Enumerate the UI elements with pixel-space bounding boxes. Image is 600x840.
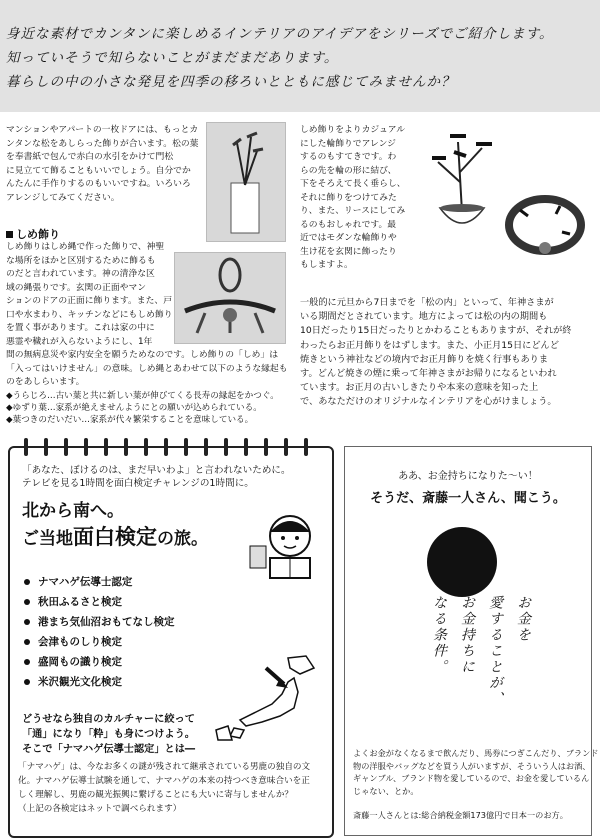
text-line: それに飾りをつけてみた	[300, 192, 397, 203]
title-prefix: ご当地	[22, 529, 73, 549]
reading-child-illustration	[246, 506, 326, 586]
text-line: 口や水まわり、キッチンなどにもしめ飾り	[6, 309, 173, 320]
item-label: 港まち気仙沼おもてなし検定	[38, 616, 175, 628]
ikebana-icon	[424, 122, 500, 242]
text-line: アレンジしてみてください。	[6, 192, 120, 203]
intro-line: 「あなた、ぼけるのは、まだ早いわよ」と言われないために。	[22, 465, 291, 476]
handwritten-column: なる条件。	[431, 595, 447, 675]
hitori-box	[344, 446, 599, 836]
text-line: しめ飾りはしめ縄で作った飾りで、神聖	[6, 242, 165, 252]
kadomatsu-paragraph	[6, 124, 206, 205]
text-line: 悪霊や穢れが入らないようにし、1年	[6, 336, 153, 347]
item-label: 会津ものしり検定	[38, 636, 122, 648]
body-line: よくお金がなくなるまで飲んだり、馬券につぎこんだり、ブランド	[353, 748, 599, 758]
text-line: 「入ってはいけません」の意味。しめ縄とあわせて以下のような縁起も	[6, 363, 288, 374]
text-line: 間の無病息災や家内安全を願うためなのです。しめ飾りの「しめ」は	[6, 350, 279, 360]
body-line: ギャンブル、ブランド物を愛しているので、お金を愛しているん	[353, 773, 590, 783]
text-line: を奉書紙で包んで赤白の水引をかけて門松	[6, 152, 174, 162]
title-emphasis: 面白検定	[73, 525, 157, 549]
binder-ring-icon	[144, 438, 148, 456]
text-line: マンションやアパートの一枚ドアには、もっとカ	[6, 125, 199, 135]
list-item: ◆ゆずり葉…家系が絶えませんようにとの願いが込められている。	[6, 403, 262, 413]
item-label: 秋田ふるさと検定	[38, 596, 122, 608]
text-line: んたんに手作りするのもいいですね。いろいろ	[6, 179, 191, 189]
text-line: のをあしらいます。	[6, 377, 85, 387]
header-line-3: 暮らしの中の小さな発見を四季の移ろいとともに感じてみませんか？	[6, 74, 456, 90]
intro-line: テレビを見る1時間を面白検定チャレンジの1時間に。	[22, 478, 254, 489]
binder-ring-icon	[44, 438, 48, 456]
binder-ring-icon	[184, 438, 188, 456]
title-suffix: の旅。	[157, 529, 208, 549]
bullet-icon	[24, 679, 30, 685]
hitori-footnote: 斎藤一人さんとは:総合納税金額173億円で日本一のお方。	[353, 810, 568, 820]
text-line: にした輪飾りでアレンジ	[300, 138, 396, 149]
lead-line: 「通」になり「粋」も身につけよう。	[22, 729, 195, 740]
binder-ring-icon	[284, 438, 288, 456]
list-item	[24, 572, 175, 592]
japan-map-icon	[210, 652, 320, 742]
bullet-icon	[24, 579, 30, 585]
header-band	[0, 0, 600, 112]
text-line: らの先を輪の形に結び、	[300, 165, 397, 176]
pine-kadomatsu-photo	[206, 122, 286, 242]
binder-ring-icon	[104, 438, 108, 456]
hitori-tagline: ああ、お金持ちになりた～い！	[398, 471, 538, 482]
lead-line: どうせなら独自のカルチャーに絞って	[22, 714, 195, 725]
binder-ring-icon	[224, 438, 228, 456]
text-line: に見立てて飾ることもいいでしょう。自分でか	[6, 165, 191, 176]
list-item: ◆葉つきのだいだい…家系が代々繁栄することを意味している。	[6, 415, 254, 425]
text-line: ンタンな松をあしらった飾りが合います。松の葉	[6, 138, 199, 149]
list-item	[24, 652, 175, 672]
wreath-icon	[500, 190, 590, 260]
text-line: り、また、リースにしてみ	[300, 206, 406, 216]
shimekazari-photo	[174, 252, 286, 344]
body-line: 化。ナマハゲ伝導士試験を通して、ナマハゲの本来の持つべき意味合いを正	[18, 776, 310, 786]
handwritten-column: お金持ちに	[459, 595, 475, 675]
text-line: 近ではモダンな輪飾りや	[300, 233, 397, 243]
square-bullet-icon	[6, 231, 13, 238]
binder-ring-icon	[164, 438, 168, 456]
item-label: ナマハゲ伝導士認定	[38, 576, 133, 588]
binder-ring-icon	[264, 438, 268, 456]
header-line-2: 知っていそうで知らないことがまだまだあります。	[6, 50, 339, 66]
pine-arrangement-photo	[424, 122, 500, 242]
body-line: （上記の各検定はネットで調べられます）	[18, 804, 182, 814]
body-line: 物の洋服やバッグなどを買う人がいますが、そういう人はお酒、	[353, 760, 591, 771]
text-line: 一般的に元旦から7日までを「松の内」といって、年神さまが	[300, 297, 554, 308]
list-item: ◆うらじろ…古い葉と共に新しい葉が伸びてくる長寿の縁起をかつぐ。	[6, 391, 279, 401]
bullet-icon	[24, 639, 30, 645]
text-line: いる期間だとされています。地方によっては松の内の期間も	[300, 311, 548, 323]
engimono-list	[6, 390, 296, 426]
wreath-photo	[500, 190, 590, 260]
text-line: 域の縄張りです。玄関の正面やマン	[6, 282, 147, 293]
kentei-list	[24, 572, 175, 692]
rope-decoration-icon	[175, 253, 285, 343]
text-line: 下をそろえて長く垂らし、	[300, 179, 406, 189]
binder-ring-icon	[64, 438, 68, 456]
text-line: 10日だったり15日だったりとかわることもありますが、それが終	[300, 325, 572, 337]
header-line-1: 身近な素材でカンタンに楽しめるインテリアのアイデアをシリーズでご紹介します。	[6, 26, 554, 42]
item-label: 米沢観光文化検定	[38, 676, 122, 688]
notebook-title-line-1: 北から南へ。	[22, 501, 124, 521]
child-reading-icon	[246, 506, 326, 586]
lead-line: そこで「ナマハゲ伝導士認定」とは―	[22, 744, 196, 755]
text-line: するのもすてきです。わ	[300, 152, 397, 162]
matsunouchi-paragraph	[300, 296, 594, 410]
japan-map	[210, 652, 320, 742]
bullet-icon	[24, 599, 30, 605]
text-line: のだと言われています。神の清浄な区	[6, 269, 155, 279]
hitori-body	[353, 747, 598, 797]
notebook-title-line-2	[22, 526, 208, 550]
bullet-icon	[24, 619, 30, 625]
binder-ring-icon	[244, 438, 248, 456]
list-item	[24, 612, 175, 632]
bullet-icon	[24, 659, 30, 665]
wreath-paragraph	[300, 124, 420, 273]
binder-ring-icon	[24, 438, 28, 456]
list-item	[24, 632, 175, 652]
hitori-logo-text: ひとり	[504, 540, 522, 586]
text-line: ションのドアの正面に飾ります。また、戸	[6, 296, 172, 306]
pine-icon	[207, 123, 285, 241]
heading-text: しめ飾り	[16, 228, 60, 241]
shimekazari-heading	[6, 226, 60, 242]
body-line: しく理解し、男鹿の観光振興に繋げることにも大いに寄与しませんか？	[18, 790, 294, 800]
hitori-logo	[427, 527, 522, 597]
binder-ring-icon	[204, 438, 208, 456]
text-line: 生け花を玄関に飾ったり	[300, 246, 397, 257]
text-line: るのもおしゃれです。最	[300, 219, 397, 230]
text-line: わったらお正月飾りをはずします。また、小正月15日にどんど	[300, 339, 559, 351]
text-line: しめ飾りをよりカジュアル	[300, 125, 406, 135]
body-line: じゃない、とか。	[353, 785, 419, 796]
kentei-notebook-panel	[8, 446, 334, 838]
text-line: す。どんど焼きの煙に乗って年神さまがお帰りになるといわれ	[300, 368, 557, 380]
binder-ring-icon	[84, 438, 88, 456]
text-line: ています。お正月の古いしきたりや本来の意味を知った上	[300, 382, 539, 394]
binder-ring-icon	[304, 438, 308, 456]
hitori-headline: そうだ、斎藤一人さん、聞こう。	[370, 491, 566, 506]
namahage-lead	[22, 712, 195, 757]
namahage-body	[18, 760, 310, 816]
list-item	[24, 592, 175, 612]
text-line: もしますよ。	[300, 260, 353, 270]
text-line: を置く事があります。これは家の中に	[6, 323, 155, 333]
handwritten-column: 愛することが、	[487, 595, 503, 707]
handwritten-column: お金を	[515, 595, 531, 643]
notebook-intro	[22, 464, 291, 490]
binder-ring-icon	[124, 438, 128, 456]
item-label: 盛岡もの識り検定	[38, 656, 122, 668]
text-line: 焼きという神社などの境内でお正月飾りを焼く行事もありま	[300, 353, 549, 365]
text-line: で、あなただけのオリジナルなインテリアを心がけましょう。	[300, 396, 557, 408]
body-line: 「ナマハゲ」は、今なお多くの謎が残されて継承されている男鹿の独自の文	[18, 762, 311, 772]
text-line: な場所をほかと区別するために飾るも	[6, 255, 156, 266]
list-item	[24, 672, 175, 692]
